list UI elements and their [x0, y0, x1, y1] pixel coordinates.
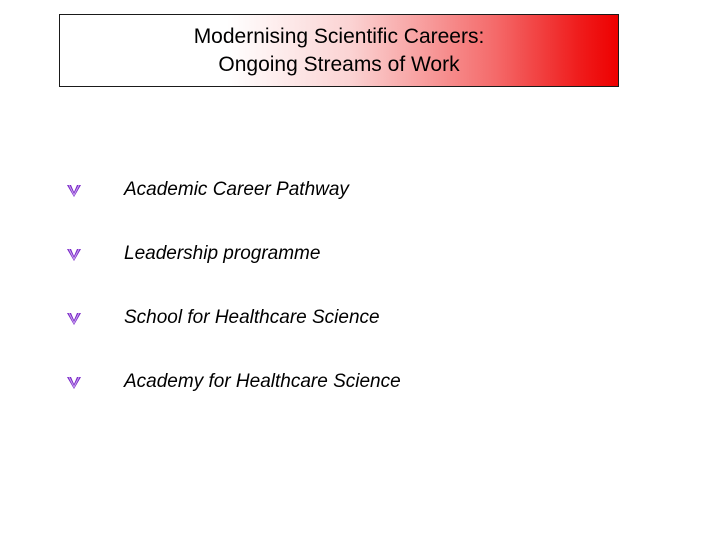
bullet-text: Academic Career Pathway [124, 179, 349, 200]
list-item [66, 300, 380, 336]
bullet-text: Academy for Healthcare Science [124, 371, 401, 392]
list-item [66, 364, 401, 400]
diamond-v-bullet-icon [66, 246, 82, 262]
bullet-list [66, 172, 401, 428]
bullet-text: Leadership programme [124, 243, 321, 264]
list-item [66, 172, 349, 208]
slide-title-box [59, 14, 619, 87]
slide-title-line-2: Ongoing Streams of Work [218, 52, 460, 76]
diamond-v-bullet-icon [66, 310, 82, 326]
diamond-v-bullet-icon [66, 182, 82, 198]
diamond-v-bullet-icon [66, 374, 82, 390]
list-item [66, 236, 321, 272]
bullet-text: School for Healthcare Science [124, 307, 380, 328]
slide-title-line-1: Modernising Scientific Careers: [193, 24, 485, 48]
